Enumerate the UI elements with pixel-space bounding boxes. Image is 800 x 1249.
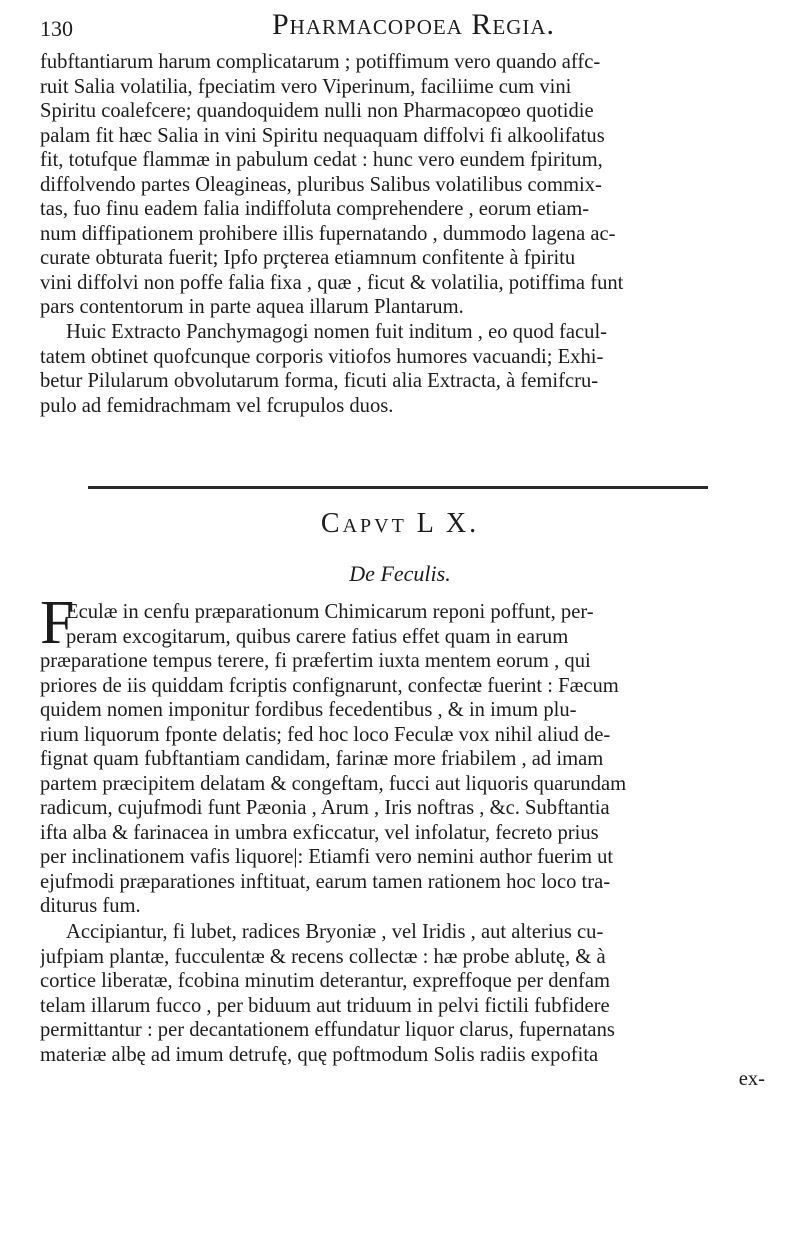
text-line: betur Pilularum obvolutarum forma, ficuti alia Extracta, à femifcru- — [40, 370, 599, 392]
text-line: pulo ad femidrachmam vel fcrupulos duos. — [40, 394, 394, 417]
page-header — [40, 8, 760, 48]
text-line: telam illarum fucco , per biduum aut triduum in pelvi fictili fubfidere — [40, 994, 610, 1017]
text-line: ejufmodi præparationes inftituat, earum tamen rationem hoc loco tra- — [40, 870, 611, 893]
text-line: quidem nomen imponitur fordibus fecedentibus , & in imum plu- — [40, 699, 577, 721]
text-line: vini diffolvi non poffe falia fixa , quæ , ficut & volatilia, potiffima funt — [40, 271, 624, 294]
text-line: num diffipationem prohibere illis fupernatando , dummodo lagena ac- — [40, 222, 616, 245]
chapter-subtitle: De Feculis. — [349, 561, 451, 586]
text-line: materiæ albę ad imum detrufę, quę poftmodum Solis radiis expofita — [40, 1043, 599, 1066]
section-divider — [88, 486, 708, 489]
preparation-paragraph — [40, 920, 765, 1092]
text-line: permittantur : per decantationem effundatur liquor clarus, fupernatans — [40, 1019, 615, 1041]
text-line: fubftantiarum harum complicatarum ; potiffimum vero quando affc- — [40, 51, 601, 73]
text-line: per inclinationem vafis liquore|: Etiamfi vero nemini author fuerim ut — [40, 846, 614, 868]
chapter-heading: Capvt L X. — [320, 508, 480, 539]
text-line: Huic Extracto Panchymagogi nomen fuit inditum , eo quod facul- — [66, 321, 608, 343]
text-line: ifta alba & farinacea in umbra exficcatur, vel infolatur, fecreto prius — [40, 821, 599, 844]
text-line: fit, totufque flammæ in pabulum cedat : hunc vero eundem fpiritum, — [40, 149, 603, 171]
intro-paragraph — [40, 50, 765, 320]
text-line: curate obturata fuerit; Ipfo prçterea etiamnum confitente à fpiritu — [40, 247, 576, 269]
text-line: præparatione tempus terere, fi præfertim iuxta mentem eorum , qui — [40, 650, 591, 672]
text-line: palam fit hæc Salia in vini Spiritu nequaquam diffolvi fi alkoolifatus — [40, 124, 605, 147]
text-line: diffolvendo partes Oleagineas, pluribus Salibus volatilibus commix- — [40, 173, 602, 196]
text-line: pars contentorum in parte aquea illarum Plantarum. — [40, 296, 464, 318]
text-line: Spiritu coalefcere; quandoquidem nulli non Pharmacopœo quotidie — [40, 100, 594, 122]
extract-paragraph — [40, 320, 765, 418]
drop-cap: F — [40, 589, 75, 657]
text-line: diturus fum. — [40, 895, 141, 917]
catchword: ex- — [738, 1068, 765, 1090]
text-line: ruit Salia volatilia, fpeciatim vero Viperinum, faciliime cum vini — [40, 75, 572, 98]
page-number: 130 — [40, 16, 73, 41]
text-line: jufpiam plantæ, fucculentæ & recens collectæ : hæ probe ablutę, & à — [40, 945, 606, 968]
text-line: tas, fuo finu eadem falia indiffoluta comprehendere , eorum etiam- — [40, 198, 590, 220]
text-line: peram excogitarum, quibus carere fatius effet quam in earum — [66, 625, 569, 648]
text-line: Eculæ in cenfu præparationum Chimicarum reponi poffunt, per- — [66, 601, 594, 623]
text-line: partem præcipitem delatam & congeftam, fucci aut liquoris quarundam — [40, 772, 627, 795]
text-line: radicum, cujufmodi funt Pæonia , Arum , Iris noftras , &c. Subftantia — [40, 797, 610, 819]
running-title: Pharmacopoea Regia. — [272, 8, 556, 41]
text-line: rium liquorum fponte delatis; fed hoc loco Feculæ vox nihil aliud de- — [40, 723, 611, 746]
text-line: fignat quam fubftantiam candidam, farinæ more friabilem , ad imam — [40, 748, 604, 770]
text-line: Accipiantur, fi lubet, radices Bryoniæ , vel Iridis , aut alterius cu- — [66, 921, 604, 943]
text-line: tatem obtinet quofcunque corporis vitiofos humores vacuandi; Exhi- — [40, 345, 604, 368]
feculae-paragraph — [40, 600, 765, 919]
text-line: priores de iis quiddam fcriptis confignarunt, confectæ fuerint : Fæcum — [40, 674, 619, 697]
text-line: cortice liberatæ, fcobina minutim deterantur, expreffoque per denfam — [40, 970, 611, 992]
